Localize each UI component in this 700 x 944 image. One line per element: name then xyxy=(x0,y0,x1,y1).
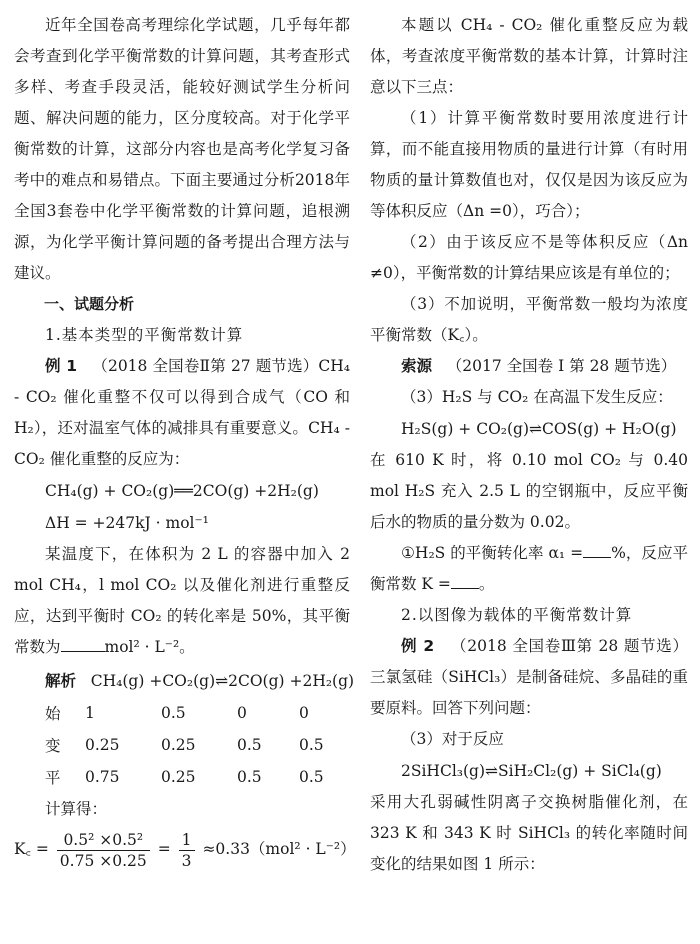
approximate-result: ≈0.33（mol² · L⁻²） xyxy=(202,840,356,858)
table-row xyxy=(45,761,324,793)
table-cell: 始 xyxy=(45,705,61,723)
left-column xyxy=(14,10,356,871)
right-paragraph-5: （3）H₂S 与 CO₂ 在高温下发生反应： xyxy=(401,388,673,406)
right-paragraph-6: 在 610 K 时，将 0.10 mol CO₂ 与 0.40 mol H₂S 充入 2.5 L 的空钢瓶中，反应平衡后水的物质的量分数为 0.02。 xyxy=(370,451,688,531)
reaction-equation-3: 2SiHCl₃(g)⇌SiH₂Cl₂(g) + SiCl₄(g) xyxy=(401,762,662,780)
right-paragraph-1: 本题以 CH₄ - CO₂ 催化重整反应为载体，考查浓度平衡常数的基本计算，计算时注意以下三点： xyxy=(370,16,688,96)
example-1-label: 例 1 xyxy=(45,357,78,375)
intro-paragraph: 近年全国卷高考理综化学试题，几乎每年都会考查到化学平衡常数的计算问题，其考查形式多样、考查手段灵活，能较好测试学生分析问题、解决问题的能力，区分度较高。对于化学平衡常数的计算，这部分内容也是高考化学复习备考中的难点和易错点。下面主要通过分析2018年全国3套卷中化学平衡常数的计算问题，追根溯源，为化学平衡计算问题的备考提出合理方法与建议。 xyxy=(14,16,350,282)
kc-symbol: K꜀ = xyxy=(14,840,49,858)
enthalpy-change: ΔH = +247kJ · mol⁻¹ xyxy=(45,514,209,532)
table-row xyxy=(45,697,324,729)
question-line xyxy=(370,538,688,600)
right-paragraph-2: （1）计算平衡常数时要用浓度进行计算，而不能直接用物质的量进行计算（有时用物质的量计算数值也对，仅仅是因为该反应为等体积反应（Δn =0），巧合）； xyxy=(370,109,688,220)
right-column xyxy=(370,10,688,880)
example-1-question-unit: mol² · L⁻²。 xyxy=(104,638,195,656)
example-2-label: 例 2 xyxy=(401,637,435,655)
question-text-b: %，反应平衡常数 K = xyxy=(370,544,688,593)
table-cell: 平 xyxy=(45,769,61,787)
table-row xyxy=(45,729,324,761)
fraction-2-numerator: 1 xyxy=(179,830,195,851)
calculation-label: 计算得： xyxy=(45,800,108,818)
fraction-2-denominator: 3 xyxy=(181,851,192,870)
fraction-2 xyxy=(179,830,195,871)
section-heading: 一、试题分析 xyxy=(44,295,135,313)
subsection-heading-2: 2.以图像为载体的平衡常数计算 xyxy=(401,606,633,624)
table-cell: 0.5 xyxy=(299,736,324,754)
equals-sign: = xyxy=(157,840,171,858)
subsection-heading-1: 1.基本类型的平衡常数计算 xyxy=(45,326,244,344)
right-paragraph-7: （3）对于反应 xyxy=(401,730,504,748)
fraction-1-denominator: 0.75 ×0.25 xyxy=(59,851,147,870)
right-paragraph-4: （3）不加说明，平衡常数一般均为浓度平衡常数（K꜀）。 xyxy=(370,295,688,344)
example-1-question xyxy=(14,539,350,663)
example-1-text: （2018 全国卷Ⅱ第 27 题节选）CH₄ - CO₂ 催化重整不仅可以得到合成气（CO 和 H₂），还对温室气体的减排具有重要意义。CH₄ - CO₂ 催化重整的反应为： xyxy=(14,357,351,468)
table-cell: 0.25 xyxy=(161,736,196,754)
fraction-1 xyxy=(57,830,150,871)
table-cell: 0.5 xyxy=(299,768,324,786)
table-cell: 变 xyxy=(45,737,61,755)
fraction-1-numerator: 0.5² ×0.5² xyxy=(57,830,150,851)
table-cell: 0.5 xyxy=(237,736,262,754)
analysis-label: 解析 xyxy=(45,672,77,690)
question-text-a: ①H₂S 的平衡转化率 α₁ = xyxy=(401,544,584,562)
example-1-paragraph xyxy=(14,351,350,475)
equilibrium-table xyxy=(45,697,324,793)
calculation-formula xyxy=(14,827,356,871)
answer-blank[interactable] xyxy=(583,543,611,558)
source-text: （2017 全国卷 I 第 28 题节选） xyxy=(446,357,677,375)
example-2-text: （2018 全国卷Ⅲ第 28 题节选）三氯氢硅（SiHCl₃）是制备硅烷、多晶硅的重要原料。回答下列问题： xyxy=(370,637,688,717)
reaction-equation-2: H₂S(g) + CO₂(g)⇌COS(g) + H₂O(g) xyxy=(401,420,677,438)
example-2-paragraph xyxy=(370,631,688,724)
example-1-question-text: 某温度下，在体积为 2 L 的容器中加入 2 mol CH₄，l mol CO₂ 以及催化剂进行重整反应，达到平衡时 CO₂ 的转化率是 50%，其平衡常数为 xyxy=(14,545,350,656)
table-cell: 0.25 xyxy=(161,768,196,786)
table-cell: 0.5 xyxy=(161,704,186,722)
table-cell: 0.5 xyxy=(237,768,262,786)
right-paragraph-8: 采用大孔弱碱性阴离子交换树脂催化剂，在323 K 和 343 K 时 SiHCl₃ 的转化率随时间变化的结果如图 1 所示： xyxy=(370,793,688,873)
analysis-equation: CH₄(g) +CO₂(g)⇌2CO(g) +2H₂(g) xyxy=(90,672,355,690)
answer-blank[interactable] xyxy=(451,574,479,589)
table-cell: 0 xyxy=(299,704,309,722)
answer-blank[interactable] xyxy=(61,637,105,652)
table-cell: 1 xyxy=(85,704,95,722)
right-paragraph-3: （2）由于该反应不是等体积反应（Δn ≠0），平衡常数的计算结果应该是有单位的； xyxy=(370,233,688,282)
table-cell: 0.75 xyxy=(85,768,120,786)
source-label: 索源 xyxy=(401,357,433,375)
table-cell: 0 xyxy=(237,704,247,722)
question-text-c: 。 xyxy=(478,575,495,593)
analysis-line xyxy=(14,665,355,697)
source-paragraph xyxy=(370,351,688,382)
reaction-equation-1: CH₄(g) + CO₂(g)══2CO(g) +2H₂(g) xyxy=(45,482,319,500)
table-cell: 0.25 xyxy=(85,736,120,754)
